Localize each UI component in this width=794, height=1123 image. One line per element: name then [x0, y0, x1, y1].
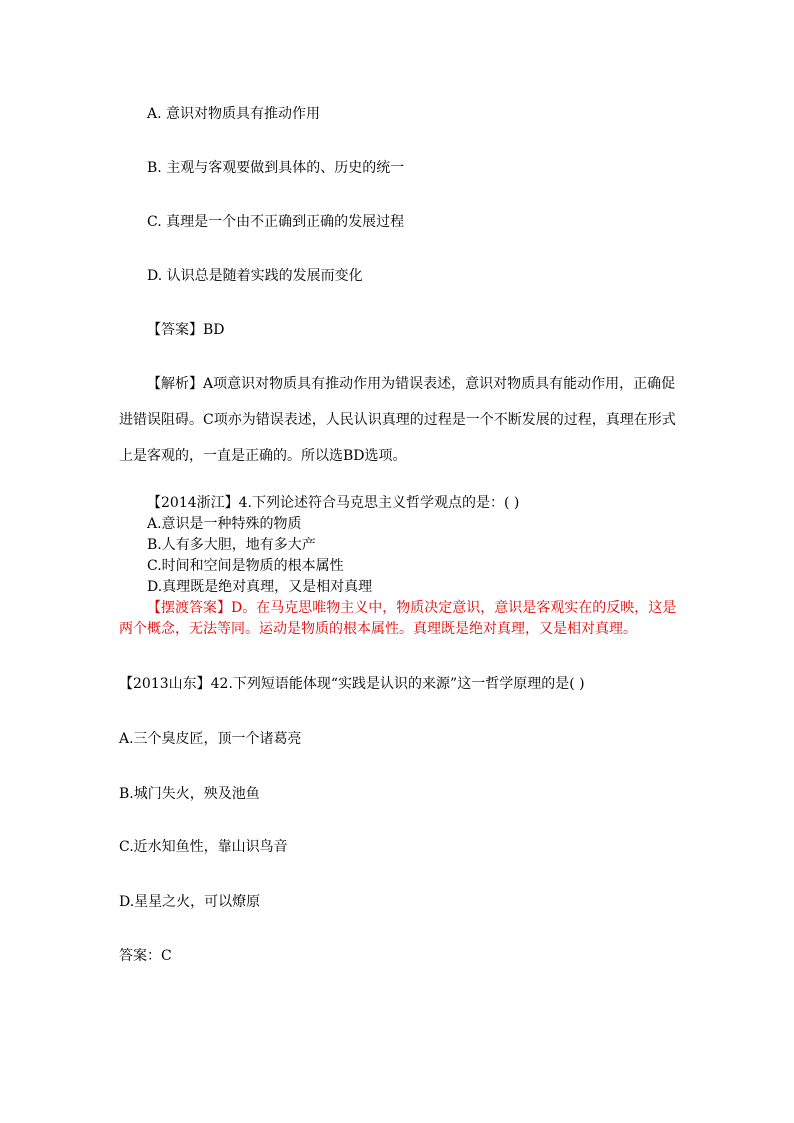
q3-option-d: D.星星之火，可以燎原 [119, 894, 261, 910]
q1-option-d: D. 认识总是随着实践的发展而变化 [147, 268, 363, 284]
q3-option-b: B.城门失火，殃及池鱼 [119, 786, 260, 802]
q1-option-c: C. 真理是一个由不正确到正确的发展过程 [147, 214, 405, 230]
q2-answer-line-1 [147, 599, 676, 617]
q2-option-d: D.真理既是绝对真理，又是相对真理 [147, 579, 373, 595]
q2-answer-line-2: 两个概念，无法等同。运动是物质的根本属性。真理既是绝对真理，又是相对真理。 [119, 621, 637, 637]
q2-question: 【2014浙江】4.下列论述符合马克思主义哲学观点的是：( ) [147, 495, 520, 511]
q1-analysis-line-2: 进错误阻碍。C项亦为错误表述，人民认识真理的过程是一个不断发展的过程，真理在形式 [119, 412, 676, 428]
q1-option-a: A. 意识对物质具有推动作用 [147, 106, 321, 122]
q2-answer-text: D。在马克思唯物主义中，物质决定意识，意识是客观实在的反映，这是 [231, 600, 677, 616]
q1-answer: 【答案】BD [147, 322, 225, 338]
q2-option-a: A.意识是一种特殊的物质 [147, 516, 302, 532]
q1-analysis-line-1: 【解析】A项意识对物质具有推动作用为错误表述，意识对物质具有能动作用，正确促 [147, 376, 676, 392]
q3-option-c: C.近水知鱼性，靠山识鸟音 [119, 839, 288, 855]
q3-answer: 答案：C [119, 948, 172, 964]
q1-analysis-line-3: 上是客观的，一直是正确的。所以选BD选项。 [119, 448, 407, 464]
q2-answer-label: 【摆渡答案】 [147, 600, 231, 616]
q1-option-b: B. 主观与客观要做到具体的、历史的统一 [147, 160, 405, 176]
q2-option-c: C.时间和空间是物质的根本属性 [147, 558, 344, 574]
q3-question: 【2013山东】42.下列短语能体现“实践是认识的来源”这一哲学原理的是( ) [119, 676, 585, 692]
q2-option-b: B.人有多大胆，地有多大产 [147, 537, 316, 553]
q3-option-a: A.三个臭皮匠，顶一个诸葛亮 [119, 731, 302, 747]
